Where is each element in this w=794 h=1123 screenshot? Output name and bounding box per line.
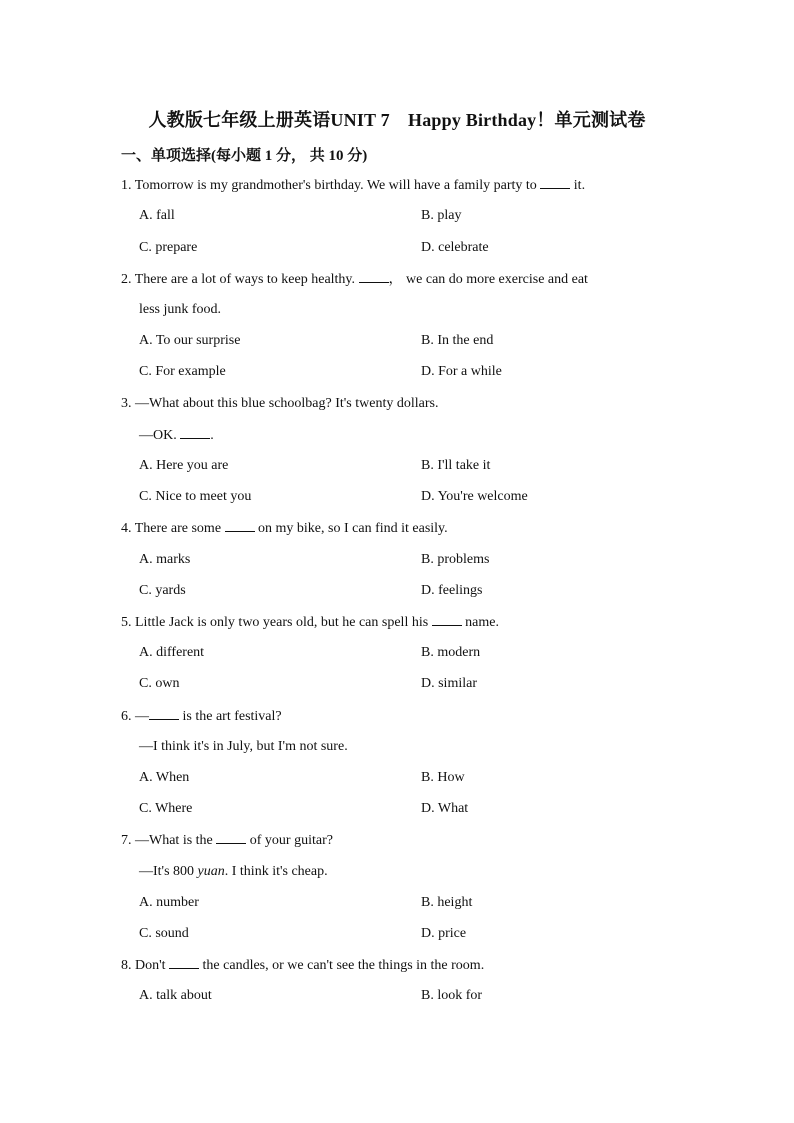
question-text: —It's 800 (139, 864, 198, 879)
option-d: D. celebrate (421, 240, 489, 255)
question-3: 3. —What about this blue schoolbag? It's twenty dollars. (121, 396, 439, 411)
question-1 (121, 176, 585, 195)
option-a: A. marks (139, 552, 191, 567)
option-b: B. How (421, 770, 465, 785)
question-7 (121, 831, 333, 850)
option-d: D. You're welcome (421, 489, 528, 504)
option-b: B. modern (421, 645, 481, 660)
question-text: the candles, or we can't see the things in the room. (199, 958, 485, 973)
option-b: B. play (421, 208, 462, 223)
option-c: C. Where (139, 801, 193, 816)
question-reply: —I think it's in July, but I'm not sure. (139, 739, 348, 754)
question-reply (139, 863, 328, 881)
option-d: D. feelings (421, 583, 483, 598)
question-4 (121, 519, 448, 538)
question-continuation: less junk food. (139, 302, 222, 317)
option-c: C. prepare (139, 240, 198, 255)
question-text: . (210, 428, 214, 443)
option-c: C. own (139, 676, 180, 691)
question-text: —OK. (139, 428, 181, 443)
question-text: name. (461, 615, 499, 630)
option-a: A. different (139, 645, 205, 660)
question-reply (139, 426, 214, 445)
question-text: 4. There are some (121, 521, 225, 536)
question-5 (121, 613, 499, 632)
option-a: A. talk about (139, 988, 212, 1003)
option-b: B. I'll take it (421, 458, 491, 473)
option-a: A. To our surprise (139, 333, 241, 348)
answer-blank (180, 426, 210, 439)
question-8 (121, 956, 484, 975)
option-c: C. For example (139, 364, 226, 379)
option-a: A. number (139, 895, 199, 910)
question-text: . I think it's cheap. (224, 864, 328, 879)
question-text: 5. Little Jack is only two years old, but he can spell his (121, 615, 432, 630)
option-b: B. height (421, 895, 473, 910)
question-2 (121, 270, 588, 289)
option-c: C. yards (139, 583, 186, 598)
option-a: A. When (139, 770, 190, 785)
section-heading: 一、单项选择(每小题 1 分， 共 10 分) (121, 148, 368, 164)
page-title: 人教版七年级上册英语UNIT 7 Happy Birthday！单元测试卷 (148, 110, 646, 130)
question-text: of your guitar? (246, 833, 333, 848)
question-text: 6. — (121, 709, 149, 724)
answer-blank (540, 176, 570, 189)
italic-word: yuan (197, 864, 225, 879)
question-text: 8. Don't (121, 958, 170, 973)
answer-blank (359, 270, 389, 283)
option-c: C. Nice to meet you (139, 489, 252, 504)
question-text: on my bike, so I can find it easily. (254, 521, 448, 536)
answer-blank (216, 831, 246, 844)
question-text: it. (570, 178, 586, 193)
option-d: D. For a while (421, 364, 502, 379)
answer-blank (149, 707, 179, 720)
option-d: D. similar (421, 676, 477, 691)
option-b: B. look for (421, 988, 483, 1003)
answer-blank (169, 956, 199, 969)
option-b: B. In the end (421, 333, 494, 348)
option-d: D. What (421, 801, 469, 816)
question-text: ， we can do more exercise and eat (388, 272, 588, 287)
question-text: is the art festival? (179, 709, 282, 724)
question-6 (121, 707, 282, 726)
option-b: B. problems (421, 552, 490, 567)
option-d: D. price (421, 926, 467, 941)
question-text: 7. —What is the (121, 833, 217, 848)
answer-blank (432, 613, 462, 626)
question-text: 1. Tomorrow is my grandmother's birthday. We will have a family party to (121, 178, 541, 193)
option-a: A. Here you are (139, 458, 229, 473)
option-c: C. sound (139, 926, 189, 941)
answer-blank (225, 519, 255, 532)
question-text: 2. There are a lot of ways to keep healthy. (121, 272, 359, 287)
option-a: A. fall (139, 208, 175, 223)
